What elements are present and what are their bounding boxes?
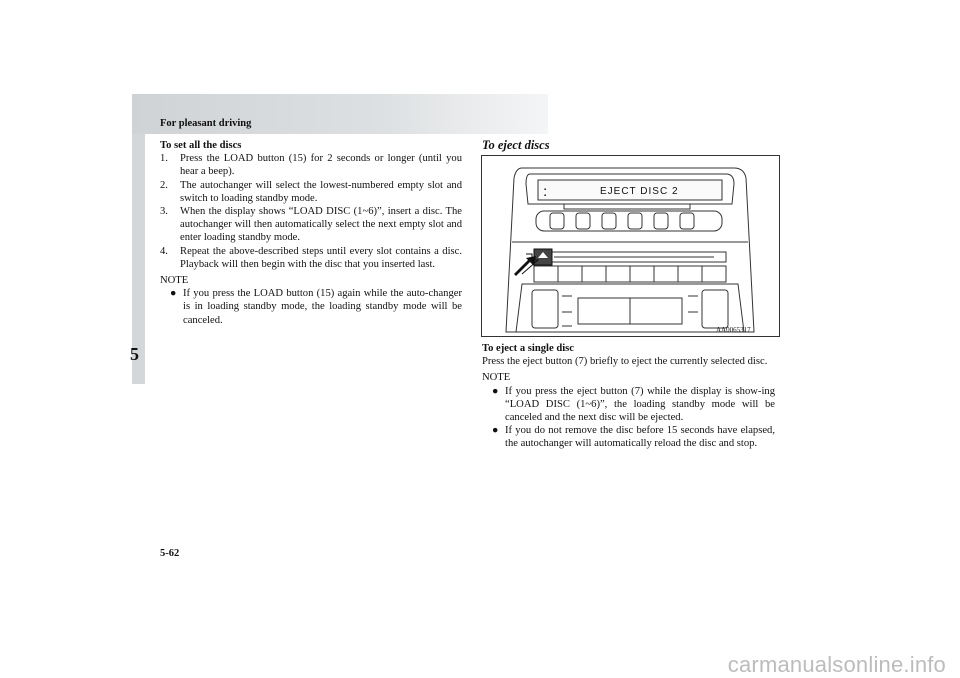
step-number: 1. (160, 153, 168, 165)
bullet-icon: ● (492, 425, 499, 437)
step-item (160, 179, 462, 205)
bullet-icon: ● (170, 288, 177, 300)
note-item (160, 287, 462, 327)
step-number: 2. (160, 179, 168, 191)
note-text: If you press the LOAD button (15) again while the auto-changer is in loading standby mode, the loading standby mode will be canceled. (183, 288, 462, 326)
watermark: carmanualsonline.info (727, 652, 946, 677)
chapter-number: 5 (130, 344, 139, 364)
step-item (160, 205, 462, 245)
eject-paragraph: Press the eject button (7) briefly to eject the currently selected disc. (482, 356, 768, 368)
display-text: EJECT DISC 2 (600, 186, 679, 197)
step-item (160, 152, 462, 178)
note-item (482, 385, 775, 425)
step-text: Repeat the above-described steps until every slot contains a disc. Playback will then begin with the disc that you inserted last. (180, 245, 462, 270)
note-label: NOTE (482, 372, 511, 384)
subheading-eject-single: To eject a single disc (482, 343, 575, 354)
left-column (160, 139, 462, 327)
step-number: 4. (160, 245, 168, 257)
step-text: Press the LOAD button (15) for 2 seconds or longer (until you hear a beep). (180, 153, 462, 178)
arrow-icon (514, 256, 536, 276)
note-label: NOTE (160, 275, 189, 287)
bullet-icon: ● (492, 385, 499, 397)
figure-radio-panel (481, 155, 780, 337)
svg-text:▪: ▪ (544, 193, 547, 199)
step-text: The autochanger will select the lowest-numbered empty slot and switch to loading standby mode. (180, 179, 462, 204)
radio-panel-illustration (482, 156, 779, 336)
right-column (482, 342, 775, 451)
note-text: If you press the eject button (7) while the display is show-ing “LOAD DISC (1~6)”, the loading standby mode will be canceled and the next disc will be ejected. (505, 385, 775, 424)
page-header-title: For pleasant driving (160, 118, 252, 129)
step-number: 3. (160, 206, 168, 218)
note-item (482, 424, 775, 450)
section-heading-eject-discs: To eject discs (482, 138, 550, 152)
section-heading-set-discs: To set all the discs (160, 140, 242, 151)
step-text: When the display shows “LOAD DISC (1~6)”, insert a disc. The autochanger will then automatically select the next empty slot and enter loading standby mode. (180, 206, 462, 244)
figure-id: AA0065317 (716, 326, 751, 334)
note-text: If you do not remove the disc before 15 seconds have elapsed, the autochanger will automatically reload the disc and stop. (505, 425, 775, 450)
page-number: 5-62 (160, 548, 180, 559)
step-item (160, 245, 462, 271)
svg-text:▪: ▪ (544, 187, 547, 193)
